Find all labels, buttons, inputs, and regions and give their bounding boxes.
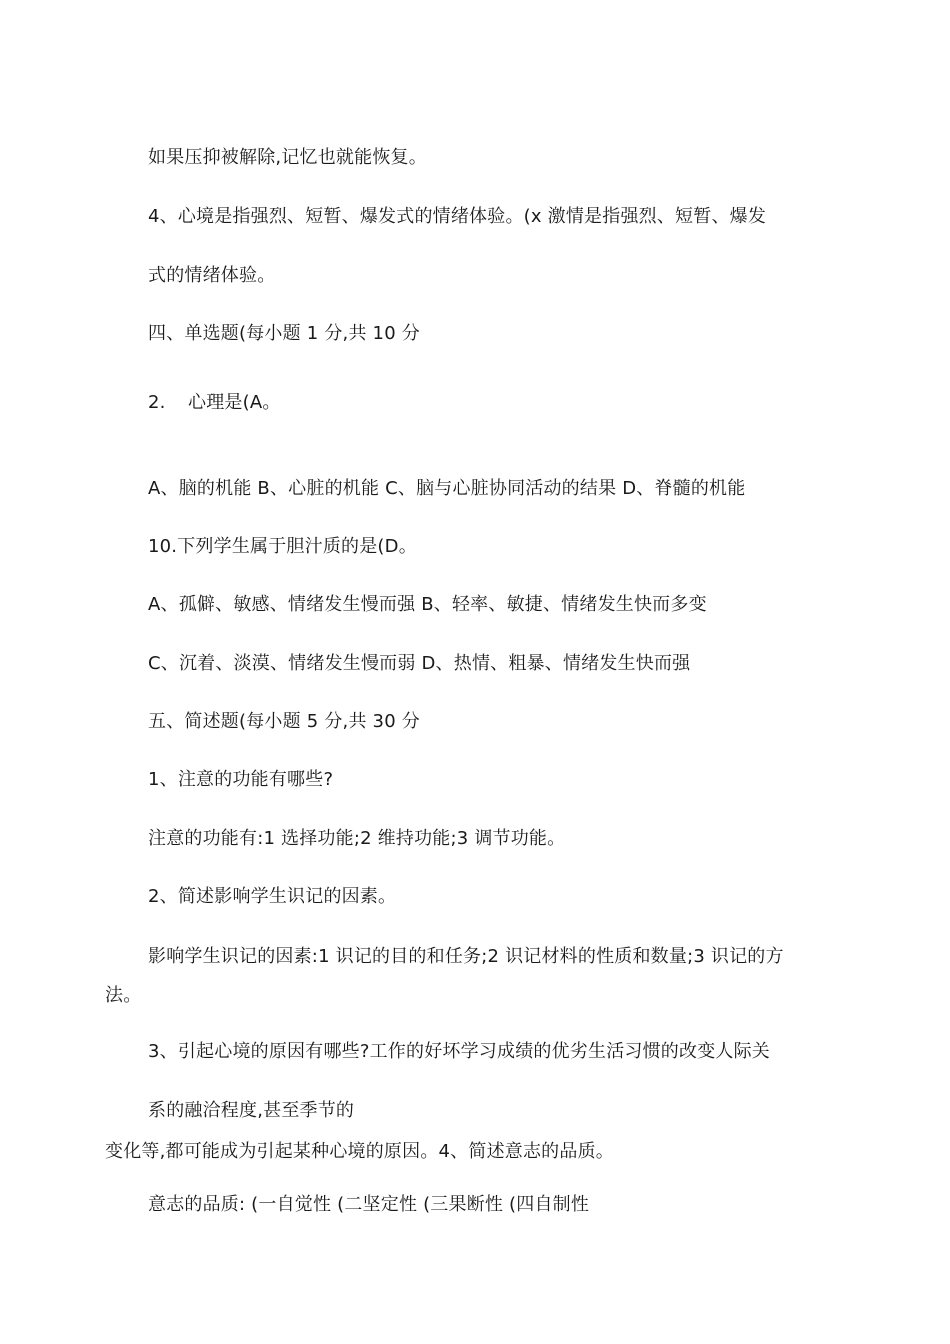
short-answer-4: 意志的品质: (一自觉性 (二坚定性 (三果断性 (四自制性 [148,1194,590,1215]
short-question-3: 3、引起心境的原因有哪些?工作的好坏学习成绩的优劣生活习惯的改变人际关 [148,1041,771,1062]
short-answer-2-cont: 法。 [105,985,142,1006]
answer-options-2b: C、沉着、淡漠、情绪发生慢而弱 D、热情、粗暴、情绪发生快而强 [148,653,691,674]
section-heading-short-answer: 五、简述题(每小题 5 分,共 30 分 [148,711,420,732]
short-answer-3: 变化等,都可能成为引起某种心境的原因。4、简述意志的品质。 [105,1141,614,1162]
question-number: 2. [148,392,166,413]
question-text: 心理是(A。 [188,392,281,413]
short-answer-1: 注意的功能有:1 选择功能;2 维持功能;3 调节功能。 [148,828,566,849]
short-question-1: 1、注意的功能有哪些? [148,769,334,790]
short-question-2: 2、简述影响学生识记的因素。 [148,886,397,907]
question-10: 10.下列学生属于胆汁质的是(D。 [148,536,417,557]
text-line-1: 如果压抑被解除,记忆也就能恢复。 [148,147,427,168]
answer-options-2a: A、孤僻、敏感、情绪发生慢而强 B、轻率、敏捷、情绪发生快而多变 [148,594,707,615]
section-heading-single-choice: 四、单选题(每小题 1 分,共 10 分 [148,323,420,344]
text-line-3: 式的情绪体验。 [148,265,276,286]
short-answer-2: 影响学生识记的因素:1 识记的目的和任务;2 识记材料的性质和数量;3 识记的方 [148,946,784,967]
answer-options-1: A、脑的机能 B、心脏的机能 C、脑与心脏协同活动的结果 D、脊髓的机能 [148,478,746,499]
text-line-2: 4、心境是指强烈、短暂、爆发式的情绪体验。(x 激情是指强烈、短暂、爆发 [148,206,767,227]
short-question-3-cont: 系的融洽程度,甚至季节的 [148,1100,355,1121]
